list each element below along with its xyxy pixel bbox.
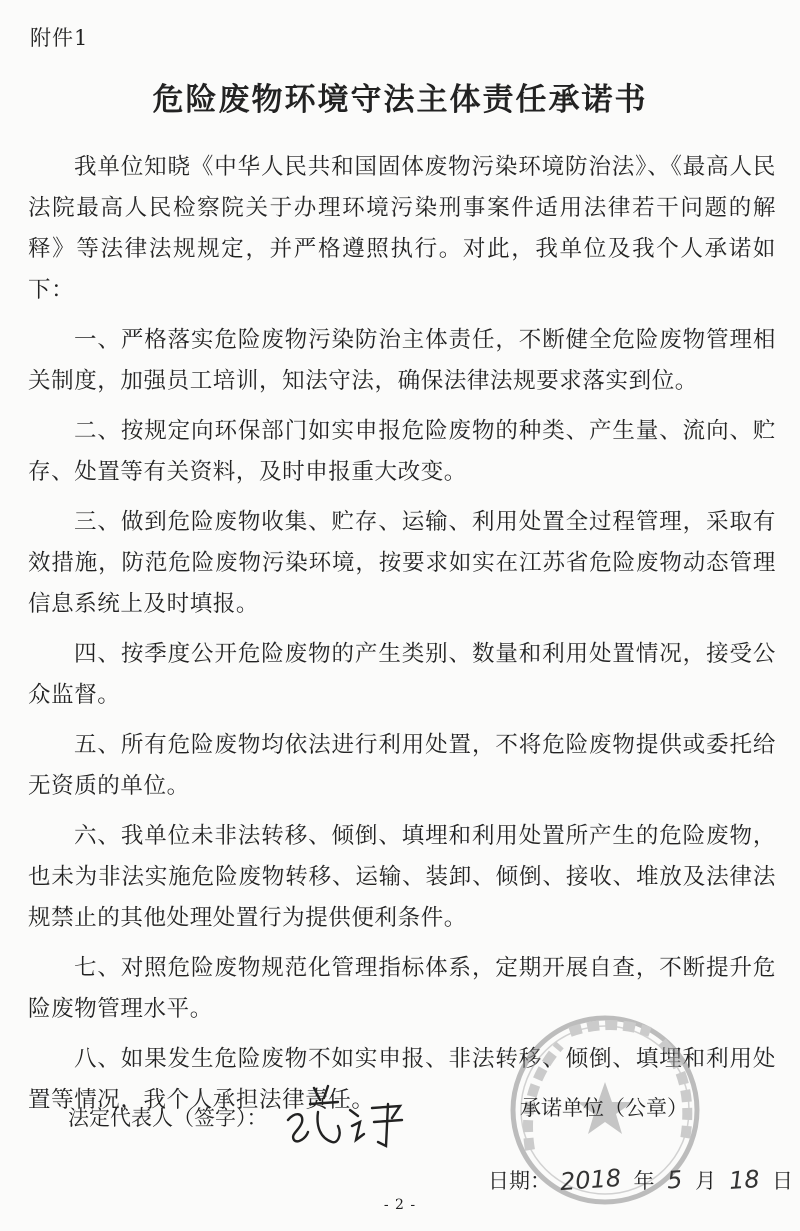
date-month: 5: [666, 1165, 684, 1195]
date-year: 2018: [558, 1163, 622, 1197]
document-body: [28, 147, 776, 1130]
date-year-unit: 年: [633, 1169, 655, 1193]
paragraph-item-3: 三、做到危险废物收集、贮存、运输、利用处置全过程管理，采取有效措施，防范危险废物污染环境，按要求如实在江苏省危险废物动态管理信息系统上及时填报。: [28, 509, 776, 617]
paragraph-item-1: 一、严格落实危险废物污染防治主体责任，不断健全危险废物管理相关制度，加强员工培训，知法守法，确保法律法规要求落实到位。: [28, 327, 776, 394]
date-label: 日期：: [488, 1169, 551, 1193]
signature-label: 法定代表人（签字）：: [68, 1106, 268, 1130]
legal-representative-signature-row: [68, 1082, 420, 1152]
paragraph-intro: 我单位知晓《中华人民共和国固体废物污染环境防治法》、《最高人民法院最高人民检察院关于办理环境污染刑事案件适用法律若干问题的解释》等法律法规规定，并严格遵照执行。对此，我单位及我个人承诺如下：: [28, 154, 776, 303]
handwritten-signature: [280, 1082, 420, 1152]
paragraph-item-7: 七、对照危险废物规范化管理指标体系，定期开展自查，不断提升危险废物管理水平。: [28, 955, 776, 1022]
paragraph-item-2: 二、按规定向环保部门如实申报危险废物的种类、产生量、流向、贮存、处置等有关资料，及时申报重大改变。: [28, 418, 776, 485]
date-row: [488, 1165, 797, 1195]
paragraph-item-8: 八、如果发生危险废物不如实申报、非法转移、倾倒、填埋和利用处置等情况，我个人承担法律责任。: [28, 1046, 776, 1113]
attachment-label: 附件1: [30, 26, 89, 50]
document-title: 危险废物环境守法主体责任承诺书: [152, 82, 648, 118]
seal-label: 承诺单位（公章）: [520, 1096, 688, 1120]
paragraph-item-4: 四、按季度公开危险废物的产生类别、数量和利用处置情况，接受公众监督。: [28, 641, 776, 708]
date-day: 18: [727, 1164, 761, 1196]
page-number: - 2 -: [383, 1197, 417, 1213]
paragraph-item-6: 六、我单位未非法转移、倾倒、填埋和利用处置所产生的危险废物，也未为非法实施危险废物转移、运输、装卸、倾倒、接收、堆放及法律法规禁止的其他处理处置行为提供便利条件。: [28, 823, 776, 931]
date-month-unit: 月: [695, 1169, 717, 1193]
date-day-unit: 日: [772, 1169, 794, 1193]
paragraph-item-5: 五、所有危险废物均依法进行利用处置，不将危险废物提供或委托给无资质的单位。: [28, 732, 776, 799]
